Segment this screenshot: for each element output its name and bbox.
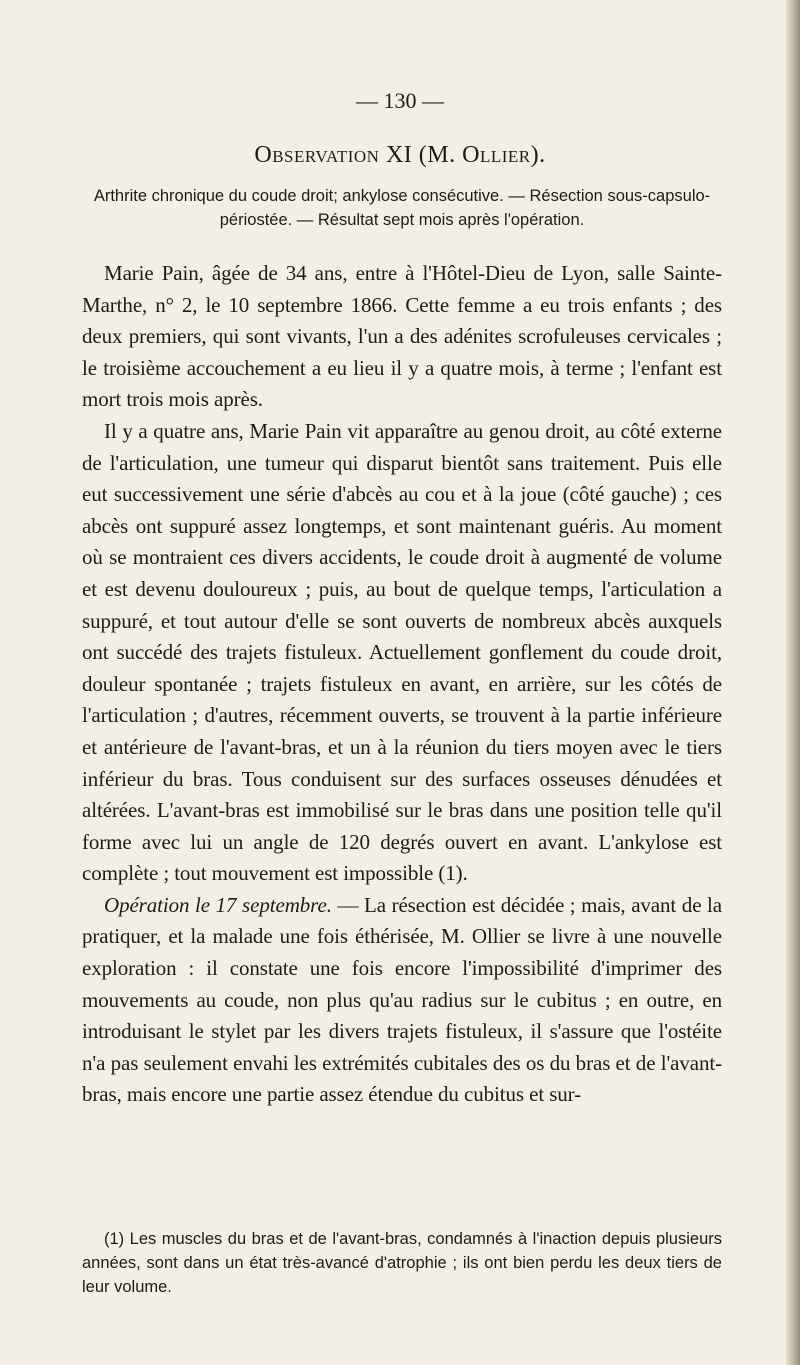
case-body <box>82 258 722 1111</box>
page-number: — 130 — <box>356 88 444 113</box>
page-edge-shadow <box>786 0 800 1365</box>
observation-title: Observation XI (M. Ollier). <box>254 142 546 168</box>
operation-text: — La résection est décidée ; mais, avant de la pratiquer, et la malade une fois éthérisée, M. Ollier se livre à une nouvelle exploration : il constate une fois encore l'impossibilité d'imprimer des mouvements au coude, non plus qu'au radius sur le cubitus ; en outre, en introduisant le stylet par les divers trajets fistuleux, il s'assure que l'ostéite n'a pas seulement envahi les extrémités cubitales des os du bras et de l'avant-bras, mais encore une partie assez étendue du cubitus et sur- <box>82 892 722 1107</box>
paragraph-disease-course: Il y a quatre ans, Marie Pain vit apparaître au genou droit, au côté externe de l'articulation, une tumeur qui disparut bientôt sans traitement. Puis elle eut successivement une série d'abcès au cou et à la joue (côté gauche) ; ces abcès ont suppuré assez longtemps, et sont maintenant guéris. Au moment où se montraient ces divers accidents, le coude droit à augmenté de volume et est devenu douloureux ; puis, au bout de quelque temps, l'articulation a suppuré, et tout autour d'elle se sont ouverts de nombreux abcès auxquels ont succédé des trajets fistuleux. Actuellement gonflement du coude droit, douleur spontanée ; trajets fistuleux en avant, en arrière, sur les côtés de l'articulation ; d'autres, récemment ouverts, se trouvent à la partie inférieure et antérieure de l'avant-bras, et un à la réunion du tiers moyen avec le tiers inférieur du bras. Tous conduisent sur des surfaces osseuses dénudées et altérées. L'avant-bras est immobilisé sur le bras dans une position telle qu'il forme avec lui un angle de 120 degrés ouvert en avant. L'ankylose est complète ; tout mouvement est impossible (1). <box>82 418 722 886</box>
operation-date-label: Opération le 17 septembre. <box>104 892 332 917</box>
footnote: (1) Les muscles du bras et de l'avant-bras, condamnés à l'inaction depuis plusieurs années, sont dans un état très-avancé d'atrophie ; ils ont bien perdu les deux tiers de leur volume. <box>82 1230 722 1296</box>
paragraph-patient-history: Marie Pain, âgée de 34 ans, entre à l'Hôtel-Dieu de Lyon, salle Sainte-Marthe, n° 2, le 10 septembre 1866. Cette femme a eu trois enfants ; des deux premiers, qui sont vivants, l'un a des adénites scrofuleuses cervicales ; le troisième accouchement a eu lieu il y a quatre mois, à terme ; l'enfant est mort trois mois après. <box>82 261 722 412</box>
case-summary: Arthrite chronique du coude droit; ankylose consécutive. — Résection sous-capsulo-périostée. — Résultat sept mois après l'opération. <box>93 187 711 229</box>
paragraph-operation <box>82 890 722 1111</box>
